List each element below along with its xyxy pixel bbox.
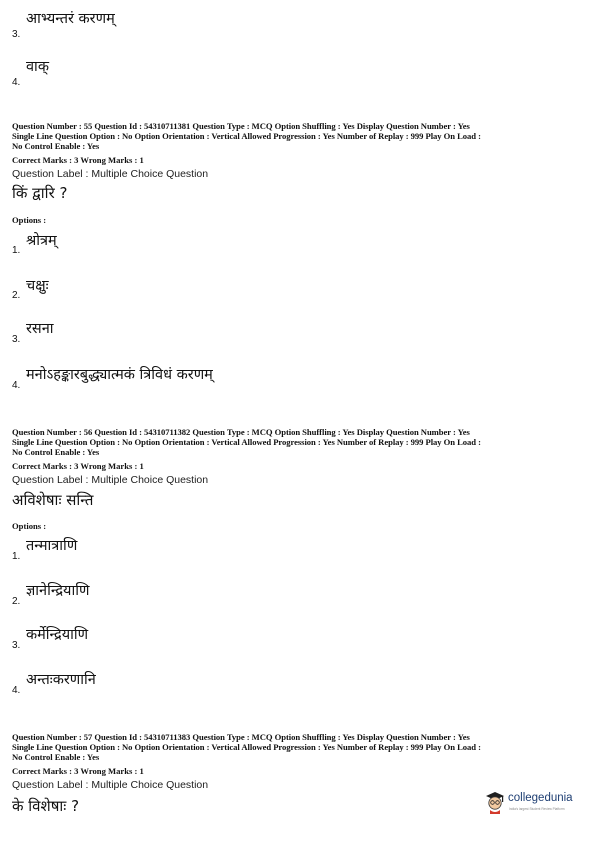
option-text[interactable]: श्रोत्रम् (26, 233, 57, 249)
option-number: 4. (12, 685, 21, 696)
logo-wordmark: collegedunia (508, 792, 573, 804)
question-label: Question Label : Multiple Choice Question (12, 168, 209, 180)
question-meta (12, 427, 584, 457)
option-text: वाक् (26, 59, 49, 75)
option-text[interactable]: रसना (26, 321, 54, 337)
question-marks: Correct Marks : 3 Wrong Marks : 1 (12, 155, 144, 165)
question-meta-line: Question Number : 57 Question Id : 54310711383 Question Type : MCQ Option Shuffling : Yes Display Question Number : Yes (12, 732, 470, 742)
question-meta-line: No Control Enable : Yes (12, 447, 100, 457)
question-marks: Correct Marks : 3 Wrong Marks : 1 (12, 766, 144, 776)
option-text[interactable]: अन्तःकरणानि (26, 672, 96, 688)
question-text: के विशेषाः ? (12, 797, 80, 815)
option-number: 3. (12, 334, 21, 345)
option-text[interactable]: चक्षुः (26, 278, 49, 294)
question-text: किं द्वारि ? (12, 184, 68, 202)
question-meta-line: Question Number : 56 Question Id : 54310711382 Question Type : MCQ Option Shuffling : Yes Display Question Number : Yes (12, 427, 470, 437)
question-meta-line: Single Line Question Option : No Option Orientation : Vertical Allowed Progression : Yes Number of Replay : 999 Play On Load : (12, 437, 481, 447)
question-meta-line: No Control Enable : Yes (12, 752, 100, 762)
question-meta-line: Single Line Question Option : No Option Orientation : Vertical Allowed Progression : Yes Number of Replay : 999 Play On Load : (12, 742, 481, 752)
options-label: Options : (12, 215, 47, 225)
option-number: 4. (12, 77, 21, 88)
option-text[interactable]: ज्ञानेन्द्रियाणि (26, 583, 90, 599)
option-number: 1. (12, 245, 21, 256)
question-meta-line: No Control Enable : Yes (12, 141, 100, 151)
option-number: 2. (12, 290, 21, 301)
logo-tagline: India's largest Student Review Platform (509, 807, 565, 811)
mascot-icon (484, 790, 506, 814)
question-meta-line: Question Number : 55 Question Id : 54310711381 Question Type : MCQ Option Shuffling : Yes Display Question Number : Yes (12, 121, 470, 131)
option-number: 1. (12, 551, 21, 562)
collegedunia-logo (484, 790, 584, 820)
option-number: 4. (12, 380, 21, 391)
options-label: Options : (12, 521, 47, 531)
question-meta-line: Single Line Question Option : No Option Orientation : Vertical Allowed Progression : Yes Number of Replay : 999 Play On Load : (12, 131, 481, 141)
option-number: 3. (12, 29, 21, 40)
option-text[interactable]: कर्मेन्द्रियाणि (26, 627, 89, 643)
question-marks: Correct Marks : 3 Wrong Marks : 1 (12, 461, 144, 471)
question-label: Question Label : Multiple Choice Question (12, 474, 209, 486)
question-meta (12, 121, 584, 151)
option-number: 2. (12, 596, 21, 607)
option-text: आभ्यन्तरं करणम् (26, 11, 115, 27)
question-text: अविशेषाः सन्ति (12, 491, 94, 509)
option-number: 3. (12, 640, 21, 651)
question-meta (12, 732, 584, 762)
question-label: Question Label : Multiple Choice Question (12, 779, 209, 791)
option-text[interactable]: तन्मात्राणि (26, 538, 78, 554)
option-text[interactable]: मनोऽहङ्कारबुद्ध्यात्मकं त्रिविधं करणम् (26, 367, 213, 383)
